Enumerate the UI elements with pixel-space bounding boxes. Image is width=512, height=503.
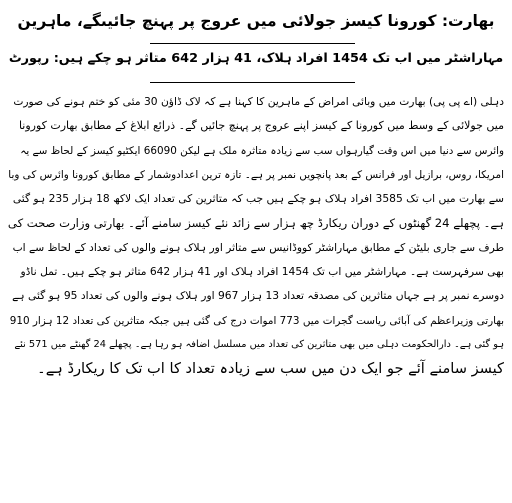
headline-subtitle: مہاراشٹر میں اب تک 1454 افراد ہلاک، 41 ہزار 642 متاثر ہو چکے ہیں: رپورٹ [8, 51, 504, 66]
body-line: دہلی (اے پی پی) بھارت میں وبائی امراض کے ماہرین کا کہنا ہے کہ لاک ڈاؤن 30 مئی کو ختم ہونے کی صورت [13, 95, 504, 108]
subtitle-underline [150, 82, 355, 83]
body-line: وائرس سے دنیا میں اس وقت گیارہواں سب سے زیادہ متاثرہ ملک ہے لیکن 66090 ایکٹیو کیسز کے لحاظ سے یہ [20, 144, 504, 157]
body-line: امریکا، روس، برازیل اور فرانس کے بعد پانچویں نمبر پر ہے۔ تازہ ترین اعدادوشمار کے مطابق کورونا وائرس کی وبا [8, 168, 504, 181]
body-line: سے بھارت میں اب تک 3585 افراد ہلاک ہو چکے ہیں جب کہ متاثرین کی تعداد ایک لاکھ 18 ہزار 235 ہو گئی [12, 192, 504, 206]
body-line: ہے۔ پچھلے 24 گھنٹوں کے دوران ریکارڈ چھ ہزار سے زائد نئے کیسز سامنے آئے۔ بھارتی وزارت صحت کی [8, 216, 504, 231]
article-body [8, 90, 504, 382]
body-line: کیسز سامنے آئے جو ایک دن میں سب سے زیادہ تعداد کا اب تک کا ریکارڈ ہے۔ [37, 360, 504, 378]
headline-title: بھارت: کورونا کیسز جولائی میں عروج پر پہنچ جائیںگے، ماہرین [17, 12, 495, 30]
body-line: میں جولائی کے وسط میں کورونا کے کیسز اپنے عروج پر پہنچ جائیں گے۔ ذرائع ابلاغ کے مطابق بھارت کورونا [18, 119, 504, 133]
body-line: طرف سے جاری بلیٹن کے مطابق مہاراشٹر کووڈانیس سے متاثر اور ہلاک ہونے والوں کی تعداد کے لحاظ سے اب [12, 240, 504, 254]
body-line: ہو گئی ہے۔ دارالحکومت دہلی میں بھی متاثرین کی تعداد میں مسلسل اضافہ ہو رہا ہے۔ پچھلے 24 گھنٹے میں 571 نئے [14, 338, 504, 350]
title-underline [150, 43, 355, 44]
body-line: بھارتی وزیراعظم کی آبائی ریاست گجرات میں 773 اموات درج کی گئی ہیں جبکہ متاثرین کی تعداد 12 ہزار 910 [9, 314, 504, 327]
body-line: دوسرے نمبر پر ہے جہاں متاثرین کی مصدقہ تعداد 13 ہزار 967 اور ہلاک ہونے والوں کی تعداد 95 ہو گئی ہے [12, 289, 504, 303]
body-line: بھی سرفہرست ہے۔ مہاراشٹر میں اب تک 1454 افراد ہلاک اور 41 ہزار 642 متاثر ہو چکے ہیں۔ تمل ناڈو [20, 265, 504, 279]
